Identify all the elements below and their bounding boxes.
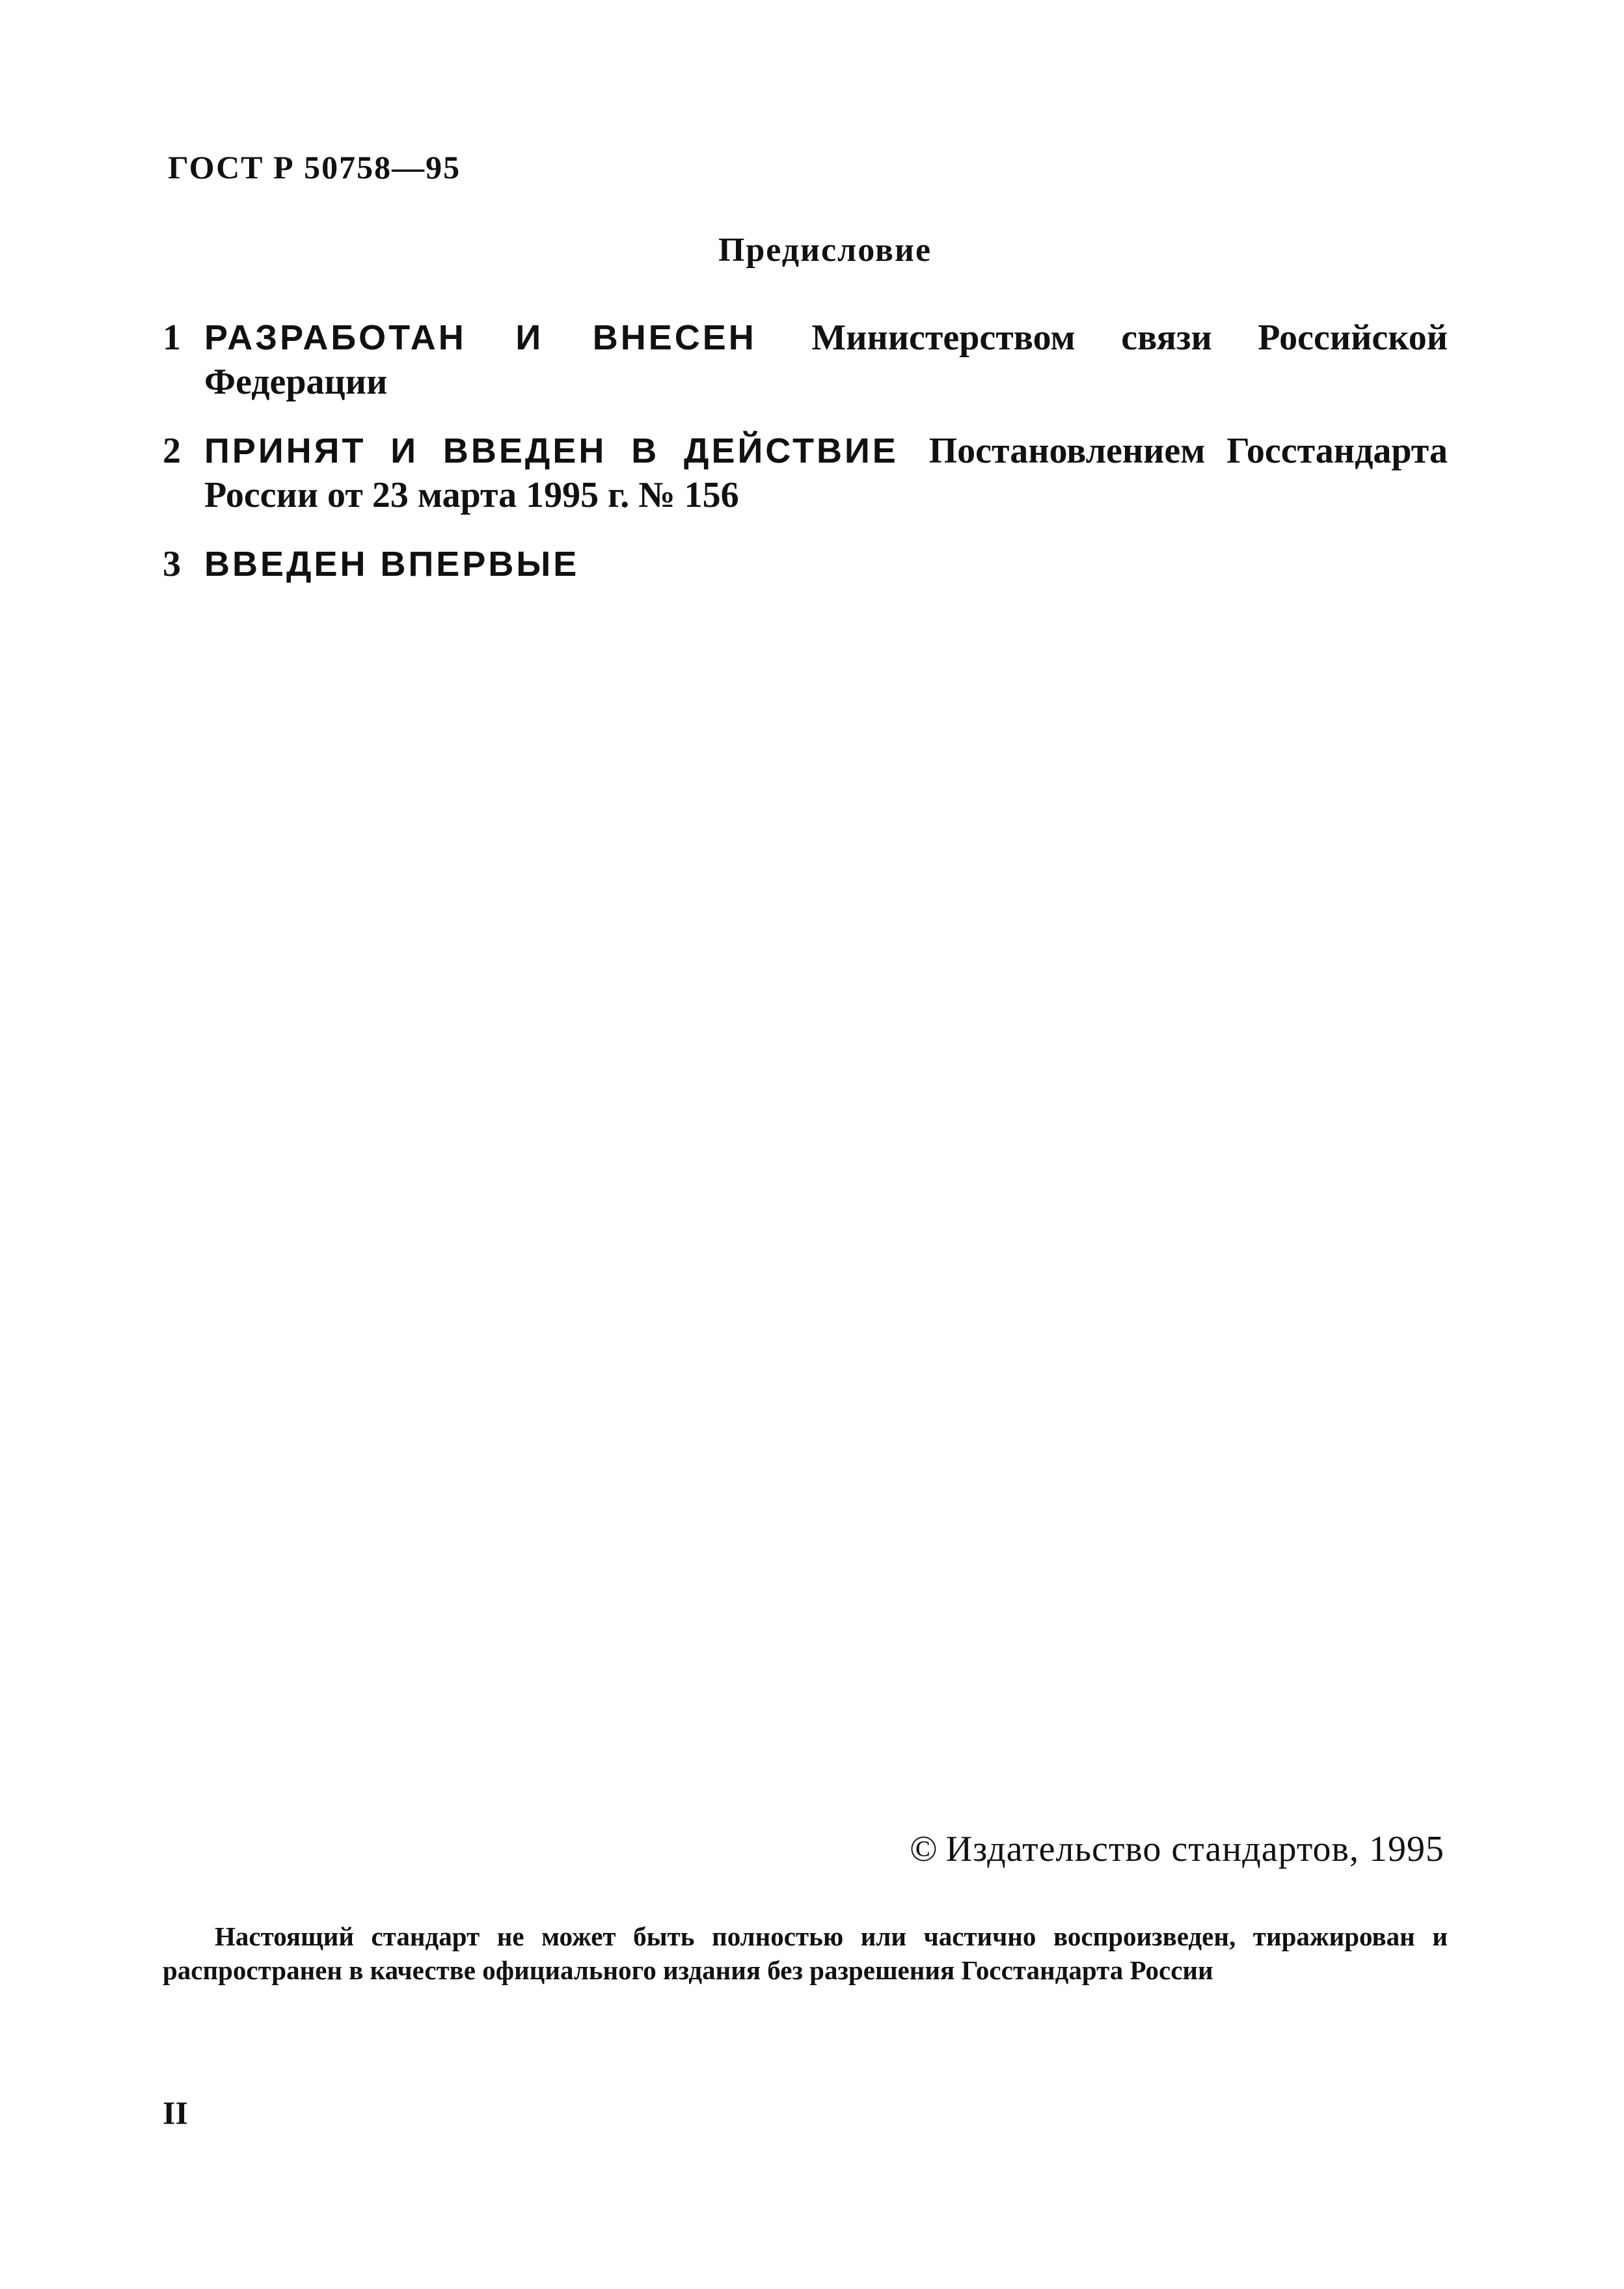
standard-code: ГОСТ Р 50758—95 [168, 149, 461, 185]
item-number: 3 [163, 544, 181, 584]
item-lead: РАЗРАБОТАН И ВНЕСЕН [204, 318, 757, 357]
item-lead: ВВЕДЕН ВПЕРВЫЕ [204, 545, 580, 584]
item-text: Постановлением Госстандарта России от 23 марта 1995 г. № 156 [204, 431, 1448, 515]
copyright-icon: © [910, 1829, 938, 1869]
preface-items [163, 316, 1448, 611]
section-title: Предисловие [718, 232, 932, 269]
item-number: 2 [163, 431, 181, 471]
preface-item-1 [163, 316, 1448, 404]
item-body [204, 542, 1448, 586]
item-body [204, 316, 1448, 404]
preface-item-2 [163, 429, 1448, 517]
copyright-line [910, 1828, 1444, 1870]
item-number: 1 [163, 318, 181, 358]
page-number: II [163, 2094, 188, 2131]
item-lead: ПРИНЯТ И ВВЕДЕН В ДЕЙСТВИЕ [204, 431, 899, 470]
item-body [204, 429, 1448, 517]
copyright-text: Издательство стандартов, 1995 [945, 1829, 1444, 1869]
preface-item-3 [163, 542, 1448, 586]
reproduction-notice: Настоящий стандарт не может быть полностью или частично воспроизведен, тиражирован и распространен в качестве официального издания без разрешения Госстандарта России [163, 1921, 1448, 1985]
item-text: Министерством связи Российской Федерации [204, 318, 1448, 402]
